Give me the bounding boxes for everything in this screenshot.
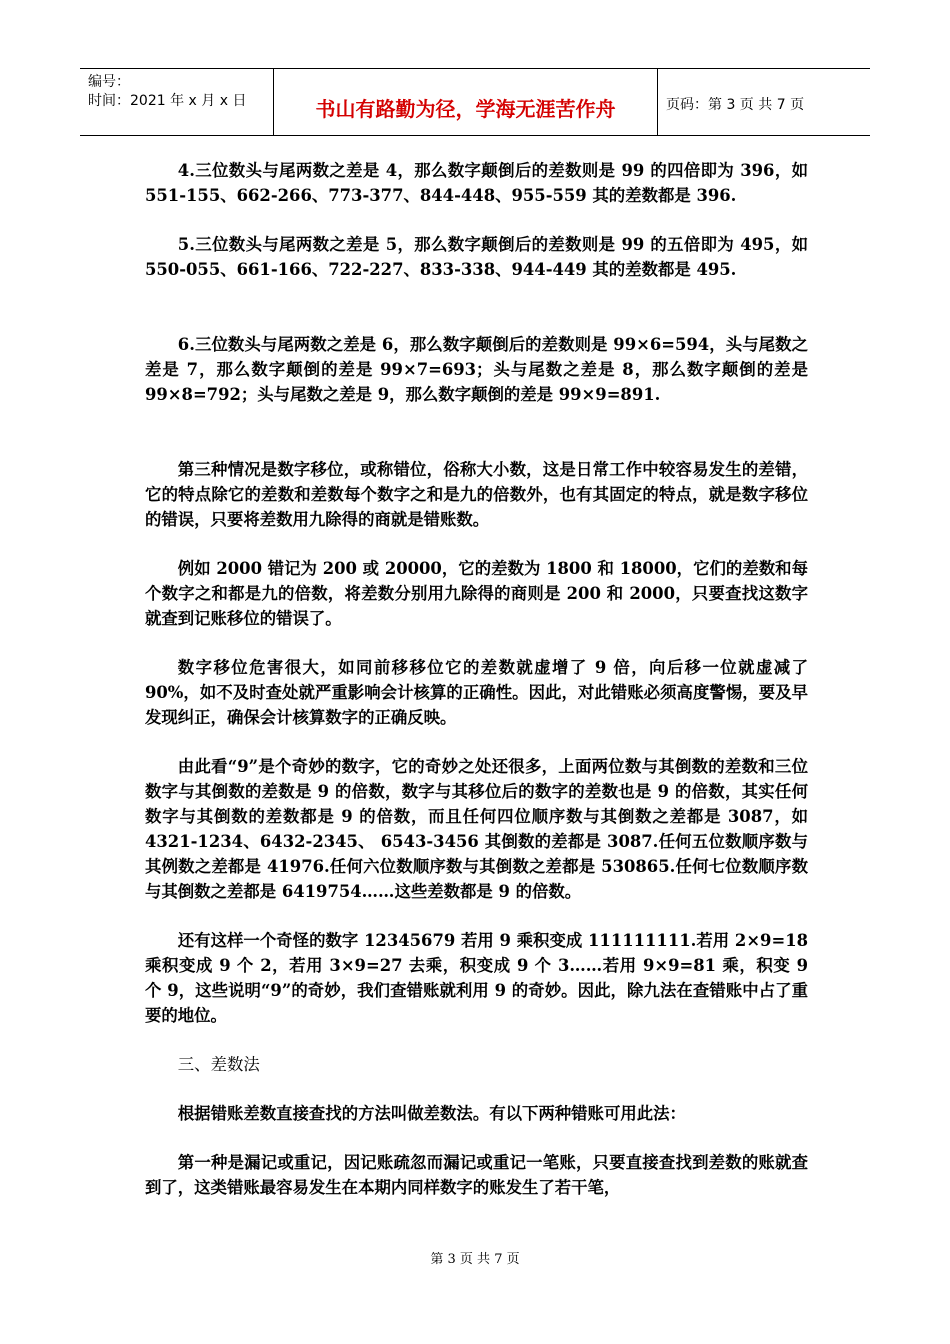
paragraph-7: 由此看“9”是个奇妙的数字，它的奇妙之处还很多，上面两位数与其倒数的差数和三位数字与其倒数的差数是 9 的倍数，数字与其移位后的数字的差数也是 9 的倍数，其实任何数字与其倒数的差数都是 9 的倍数，而且任何四位顺序数与其倒数之差都是 3087，如 4321-1234、6432-2345、 6543-3456 其倒数的差都是 3087.任何五位数顺序数与其例数之差都是 41976.任何六位数顺序数与其倒数之差都是 530865.任何七位数顺序数与其倒数之差都是 6419754……这些差数都是 9 的倍数。 [145, 757, 808, 901]
header-left-cell [80, 69, 273, 135]
paragraph-3: 6.三位数头与尾两数之差是 6，那么数字颠倒后的差数则是 99×6=594，头与尾数之差是 7，那么数字颠倒的差是 99×7=693；头与尾数之差是 8，那么数字颠倒的差是 99×8=792；头与尾数之差是 9，那么数字颠倒的差是 99×9=891. [145, 335, 808, 404]
serial-label: 编号： [88, 74, 130, 90]
section-heading: 三、差数法 [177, 1055, 260, 1074]
header-table [80, 68, 870, 136]
page-footer: 第 3 页 共 7 页 [430, 1252, 520, 1267]
paragraph-8: 还有这样一个奇怪的数字 12345679 若用 9 乘积变成 111111111.若用 2×9=18 乘积变成 9 个 2，若用 3×9=27 去乘，积变成 9 个 3……若用 9×9=81 乘，积变 9 个 9，这些说明“9”的奇妙，我们查错账就利用 9 的奇妙。因此，除九法在查错账中占了重要的地位。 [145, 931, 808, 1025]
paragraph-2: 5.三位数头与尾两数之差是 5，那么数字颠倒后的差数则是 99 的五倍即为 495，如 550-055、661-166、722-227、833-338、944-449 其的差数都是 495. [145, 235, 808, 279]
paragraph-1: 4.三位数头与尾两数之差是 4，那么数字颠倒后的差数则是 99 的四倍即为 396，如 551-155、662-266、773-377、844-448、955-559 其的差数都是 396. [145, 161, 808, 205]
page-code: 页码：第 3 页 共 7 页 [666, 97, 805, 113]
time-label: 时间：2021 年 x 月 x 日 [88, 93, 247, 109]
paragraph-6: 数字移位危害很大，如同前移移位它的差数就虚增了 9 倍，向后移一位就虚减了 90%，如不及时查处就严重影响会计核算的正确性。因此，对此错账必须高度警惕，要及早发现纠正，确保会计核算数字的正确反映。 [145, 658, 808, 727]
paragraph-9: 根据错账差数直接查找的方法叫做差数法。有以下两种错账可用此法： [177, 1104, 686, 1123]
paragraph-10: 第一种是漏记或重记，因记账疏忽而漏记或重记一笔账，只要直接查找到差数的账就查到了，这类错账最容易发生在本期内同样数字的账发生了若干笔， [145, 1153, 808, 1197]
paragraph-5: 例如 2000 错记为 200 或 20000，它的差数为 1800 和 18000，它们的差数和每个数字之和都是九的倍数，将差数分别用九除得的商则是 200 和 2000，只要查找这数字就查到记账移位的错误了。 [145, 559, 808, 628]
document-body [145, 158, 808, 1200]
motto: 书山有路勤为径，学海无涯苦作舟 [273, 69, 658, 135]
paragraph-4: 第三种情况是数字移位，或称错位，俗称大小数，这是日常工作中较容易发生的差错，它的特点除它的差数和差数每个数字之和是九的倍数外，也有其固定的特点，就是数字移位的错误，只要将差数用九除得的商就是错账数。 [145, 460, 808, 529]
